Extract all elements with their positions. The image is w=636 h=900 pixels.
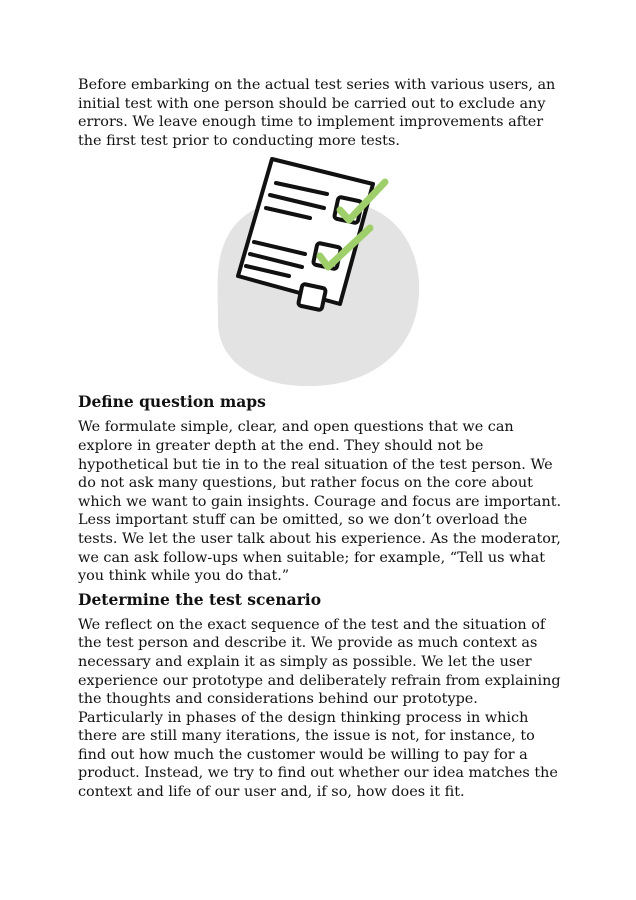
section-heading: Define question maps: [78, 392, 266, 412]
section-heading: Determine the test scenario: [78, 589, 322, 609]
checklist-icon: [78, 154, 562, 386]
document-page: [78, 76, 562, 802]
section-paragraph: We reflect on the exact sequence of the test and the situation of the test person and describe it. We provide as much context as necessary and explain it as simply as possible. We let the user experience our prototype and deliberately refrain from explaining the thoughts and considerations behind our prototype. Particularly in phases of the design thinking process in which there are still many iterations, the issue is not, for instance, to find out how much the customer would be willing to pay for a product. Instead, we try to find out whether our idea matches the context and life of our user and, if so, how does it fit.: [78, 616, 561, 801]
checklist-illustration: [78, 154, 562, 386]
section-paragraph: We formulate simple, clear, and open questions that we can explore in greater depth at the end. They should not be hypothetical but tie in to the real situation of the test person. We do not ask many questions, but rather focus on the core about which we want to gain insights. Courage and focus are important. Less important stuff can be omitted, so we don’t overload the tests. We let the user talk about his experience. As the moderator, we can ask follow-ups when suitable; for example, “Tell us what you think while you do that.”: [78, 419, 562, 585]
intro-paragraph: Before embarking on the actual test series with various users, an initial test with one person should be carried out to exclude any errors. We leave enough time to implement improvements after the first test prior to conducting more tests.: [78, 77, 556, 149]
